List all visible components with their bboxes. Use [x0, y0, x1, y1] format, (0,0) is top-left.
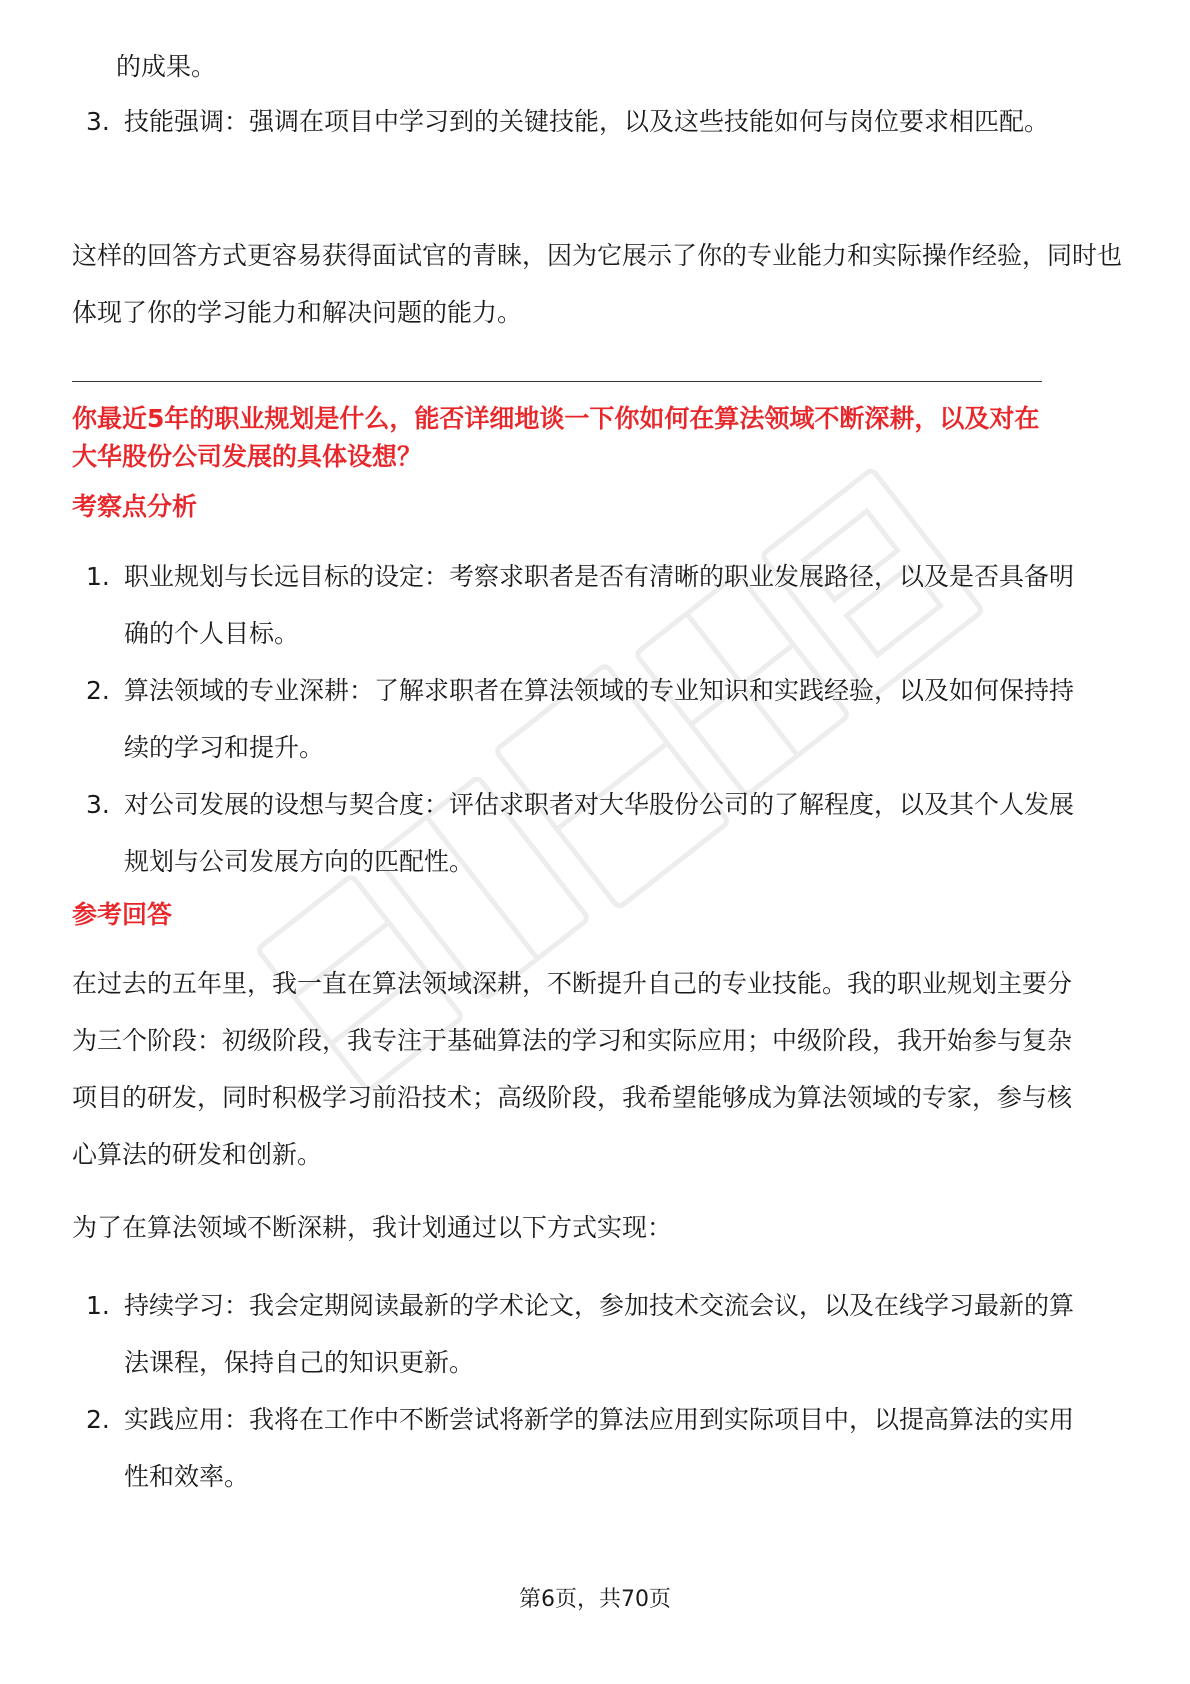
- list-text: 职业规划与长远目标的设定：考察求职者是否有清晰的职业发展路径，以及是否具备明确的个人目标。: [124, 562, 1075, 648]
- answer-heading: 参考回答: [72, 900, 173, 929]
- answer-intro-paragraph: 为了在算法领域不断深耕，我计划通过以下方式实现：: [72, 1213, 673, 1242]
- answer-paragraph: 在过去的五年里，我一直在算法领域深耕，不断提升自己的专业技能。我的职业规划主要分为三个阶段：初级阶段，我专注于基础算法的学习和实际应用；中级阶段，我开始参与复杂项目的研发，同时积极学习前沿技术；高级阶段，我希望能够成为算法领域的专家，参与核心算法的研发和创新。: [72, 969, 1073, 1169]
- list-item: [72, 93, 1126, 150]
- list-number: 1.: [86, 562, 110, 591]
- analysis-list: [72, 548, 1082, 890]
- list-text: 算法领域的专业深耕：了解求职者在算法领域的专业知识和实践经验，以及如何保持持续的学习和提升。: [124, 676, 1075, 762]
- list-item: [72, 1391, 1082, 1505]
- top-list: [72, 93, 1126, 150]
- list-number: 2.: [86, 1405, 110, 1434]
- section-divider: [72, 381, 1042, 382]
- list-number: 3.: [86, 107, 110, 136]
- list-text: 实践应用：我将在工作中不断尝试将新学的算法应用到实际项目中，以提高算法的实用性和效率。: [124, 1405, 1075, 1491]
- continued-text: 的成果。: [116, 52, 217, 81]
- list-text: 技能强调：强调在项目中学习到的关键技能，以及这些技能如何与岗位要求相匹配。: [124, 107, 1050, 136]
- question-title: 你最近5年的职业规划是什么，能否详细地谈一下你如何在算法领域不断深耕，以及对在大华股份公司发展的具体设想？: [72, 404, 1040, 471]
- list-text: 持续学习：我会定期阅读最新的学术论文，参加技术交流会议，以及在线学习最新的算法课程，保持自己的知识更新。: [124, 1291, 1075, 1377]
- answer-list: [72, 1277, 1082, 1505]
- list-item: [72, 548, 1082, 662]
- page-footer: 第6页，共70页: [519, 1587, 671, 1612]
- analysis-heading: 考察点分析: [72, 492, 198, 521]
- summary-paragraph: 这样的回答方式更容易获得面试官的青睐，因为它展示了你的专业能力和实际操作经验，同时也体现了你的学习能力和解决问题的能力。: [72, 241, 1123, 327]
- list-number: 3.: [86, 790, 110, 819]
- list-number: 1.: [86, 1291, 110, 1320]
- list-item: [72, 776, 1082, 890]
- list-item: [72, 662, 1082, 776]
- list-text: 对公司发展的设想与契合度：评估求职者对大华股份公司的了解程度，以及其个人发展规划与公司发展方向的匹配性。: [124, 790, 1075, 876]
- list-number: 2.: [86, 676, 110, 705]
- list-item: [72, 1277, 1082, 1391]
